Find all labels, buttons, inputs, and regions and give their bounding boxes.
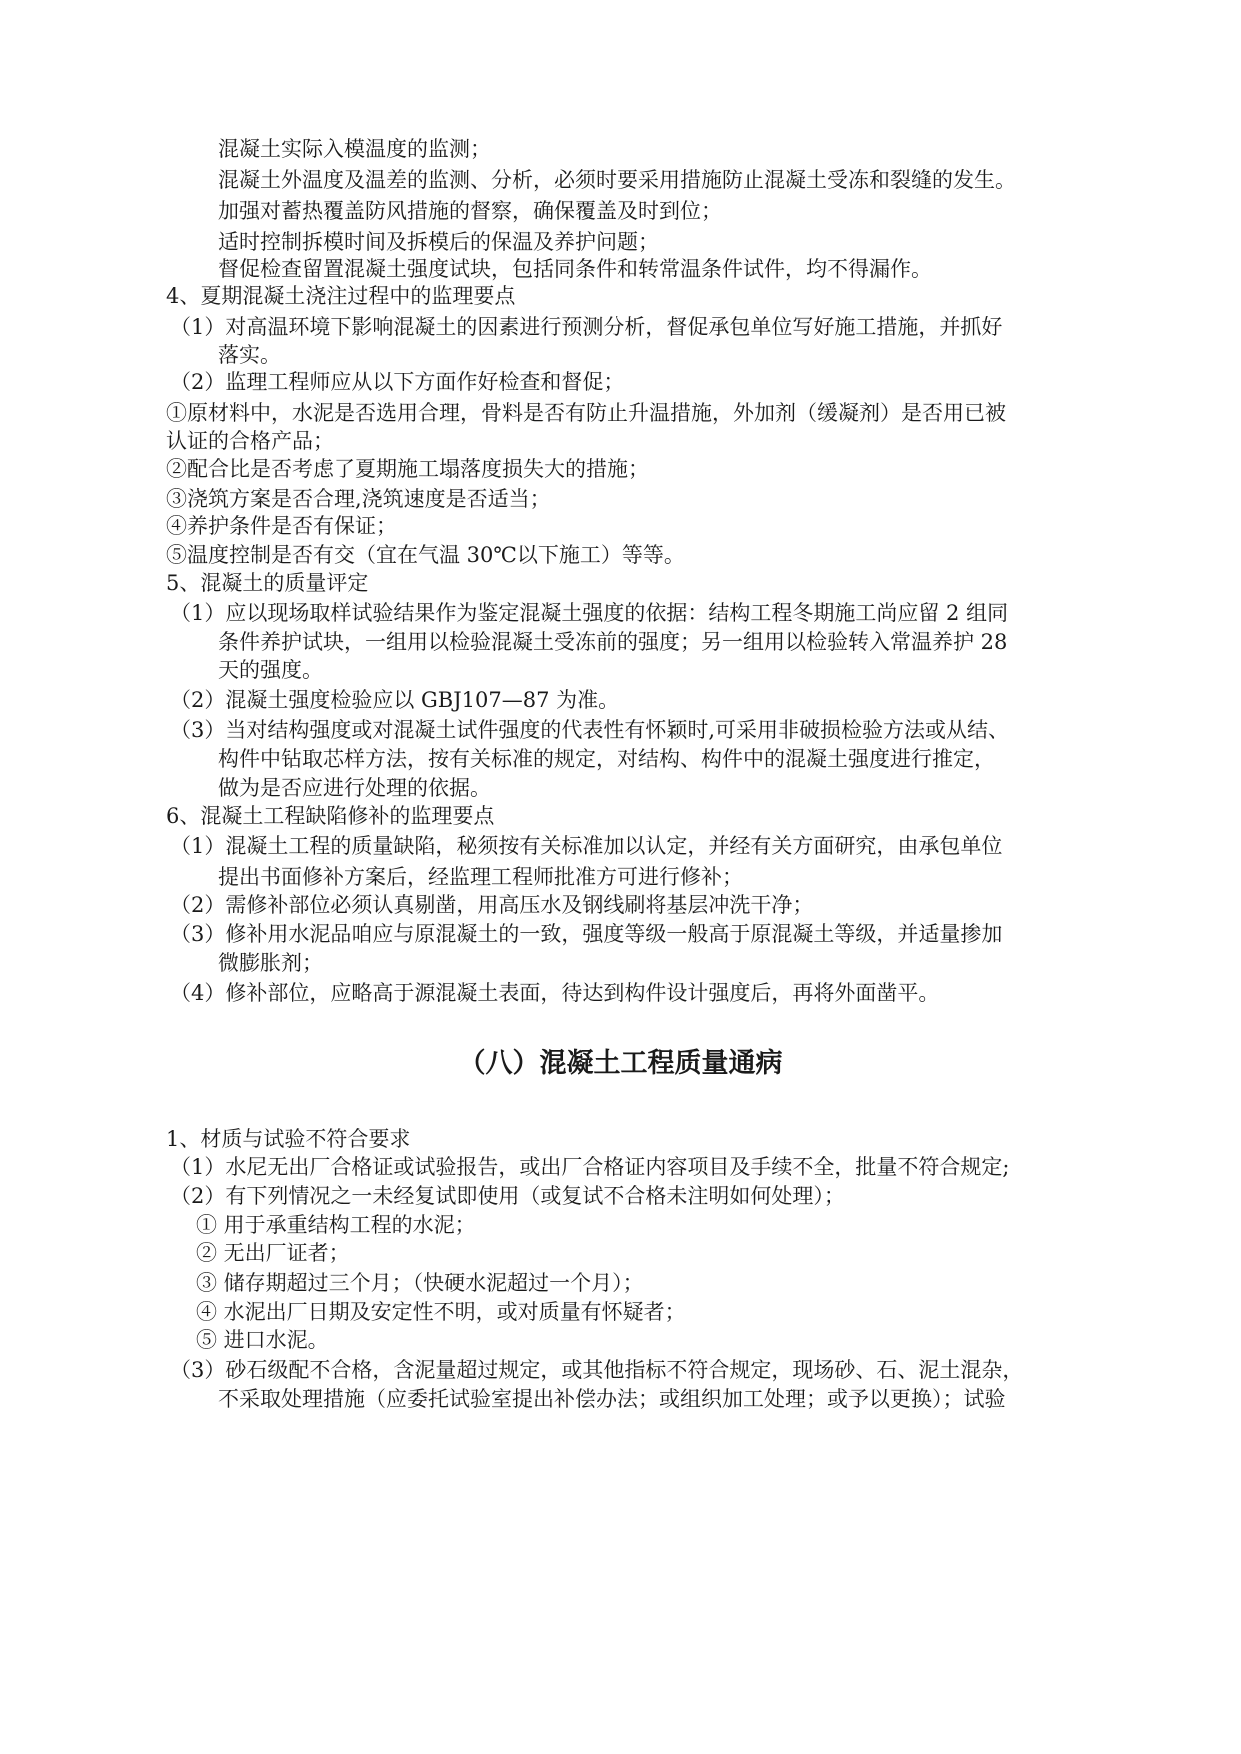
text-line: 加强对蓄热覆盖防风措施的督察，确保覆盖及时到位； xyxy=(218,199,722,223)
text-line: 条件养护试块，一组用以检验混凝土受冻前的强度；另一组用以检验转入常温养护 28 xyxy=(218,630,1008,654)
text-line: （2）需修补部位必须认真剔凿，用高压水及钢线刷将基层冲洗干净； xyxy=(170,893,814,917)
text-line: 落实。 xyxy=(218,343,281,367)
chapter-title: （八）混凝土工程质量通病 xyxy=(458,1048,783,1079)
list-item: ④ 水泥出厂日期及安定性不明，或对质量有怀疑者； xyxy=(196,1300,686,1324)
text-line: 混凝土外温度及温差的监测、分析，必须时要采用措施防止混凝土受冻和裂缝的发生。 xyxy=(218,168,1016,192)
text-line: （3）当对结构强度或对混凝土试件强度的代表性有怀颖时,可采用非破损检验方法或从结、 xyxy=(170,718,1010,742)
text-line: 认证的合格产品； xyxy=(166,429,334,453)
section-heading: 4、夏期混凝土浇注过程中的监理要点 xyxy=(166,284,516,308)
section-heading: 1、材质与试验不符合要求 xyxy=(166,1127,411,1151)
text-line: （2）监理工程师应从以下方面作好检查和督促； xyxy=(170,370,625,394)
text-line: （1）混凝土工程的质量缺陷，秘须按有关标准加以认定，并经有关方面研究，由承包单位 xyxy=(170,834,1003,858)
text-line: 微膨胀剂； xyxy=(218,951,323,975)
list-item: ⑤ 进口水泥。 xyxy=(196,1328,329,1352)
section-heading: 6、混凝土工程缺陷修补的监理要点 xyxy=(166,804,495,828)
text-line: （3）砂石级配不合格，含泥量超过规定，或其他指标不符合规定，现场砂、石、泥土混杂， xyxy=(170,1358,1024,1382)
text-line: 天的强度。 xyxy=(218,658,323,682)
list-item: ③ 储存期超过三个月；（快硬水泥超过一个月）； xyxy=(196,1271,644,1295)
text-line: 做为是否应进行处理的依据。 xyxy=(218,776,491,800)
text-line: ①原材料中，水泥是否选用合理，骨料是否有防止升温措施，外加剂（缓凝剂）是否用已被 xyxy=(166,401,1006,425)
text-line: 适时控制拆模时间及拆模后的保温及养护问题； xyxy=(218,230,659,254)
text-line: （3）修补用水泥品咱应与原混凝土的一致，强度等级一般高于原混凝土等级，并适量掺加 xyxy=(170,922,1003,946)
text-line: （1）水尼无出厂合格证或试验报告，或出厂合格证内容项目及手续不全，批量不符合规定; xyxy=(170,1155,1010,1179)
text-line: （2）混凝土强度检验应以 GBJ107—87 为准。 xyxy=(170,688,620,712)
text-line: （2）有下列情况之一未经复试即使用（或复试不合格未注明如何处理）； xyxy=(170,1184,845,1208)
list-item: ① 用于承重结构工程的水泥； xyxy=(196,1213,476,1237)
text-line: ④养护条件是否有保证； xyxy=(166,514,397,538)
text-line: （1）应以现场取样试验结果作为鉴定混凝土强度的依据：结构工程冬期施工尚应留 2 组同 xyxy=(170,601,1009,625)
text-line: 构件中钻取芯样方法，按有关标准的规定，对结构、构件中的混凝土强度进行推定， xyxy=(218,747,995,771)
text-line: ⑤温度控制是否有交（宜在气温 30℃以下施工）等等。 xyxy=(166,543,685,567)
text-line: 混凝土实际入模温度的监测； xyxy=(218,137,491,161)
text-line: （1）对高温环境下影响混凝土的因素进行预测分析，督促承包单位写好施工措施，并抓好 xyxy=(170,315,1003,339)
text-line: 不采取处理措施（应委托试验室提出补偿办法；或组织加工处理；或予以更换）；试验 xyxy=(218,1387,1006,1411)
text-line: （4）修补部位，应略高于源混凝土表面，待达到构件设计强度后，再将外面凿平。 xyxy=(170,981,940,1005)
text-line: ②配合比是否考虑了夏期施工塌落度损失大的措施； xyxy=(166,457,649,481)
text-line: 督促检查留置混凝土强度试块，包括同条件和转常温条件试件，均不得漏作。 xyxy=(218,257,932,281)
text-line: 提出书面修补方案后，经监理工程师批准方可进行修补； xyxy=(218,865,743,889)
list-item: ② 无出厂证者； xyxy=(196,1241,350,1265)
section-heading: 5、混凝土的质量评定 xyxy=(166,571,369,595)
text-line: ③浇筑方案是否合理,浇筑速度是否适当； xyxy=(166,487,551,511)
